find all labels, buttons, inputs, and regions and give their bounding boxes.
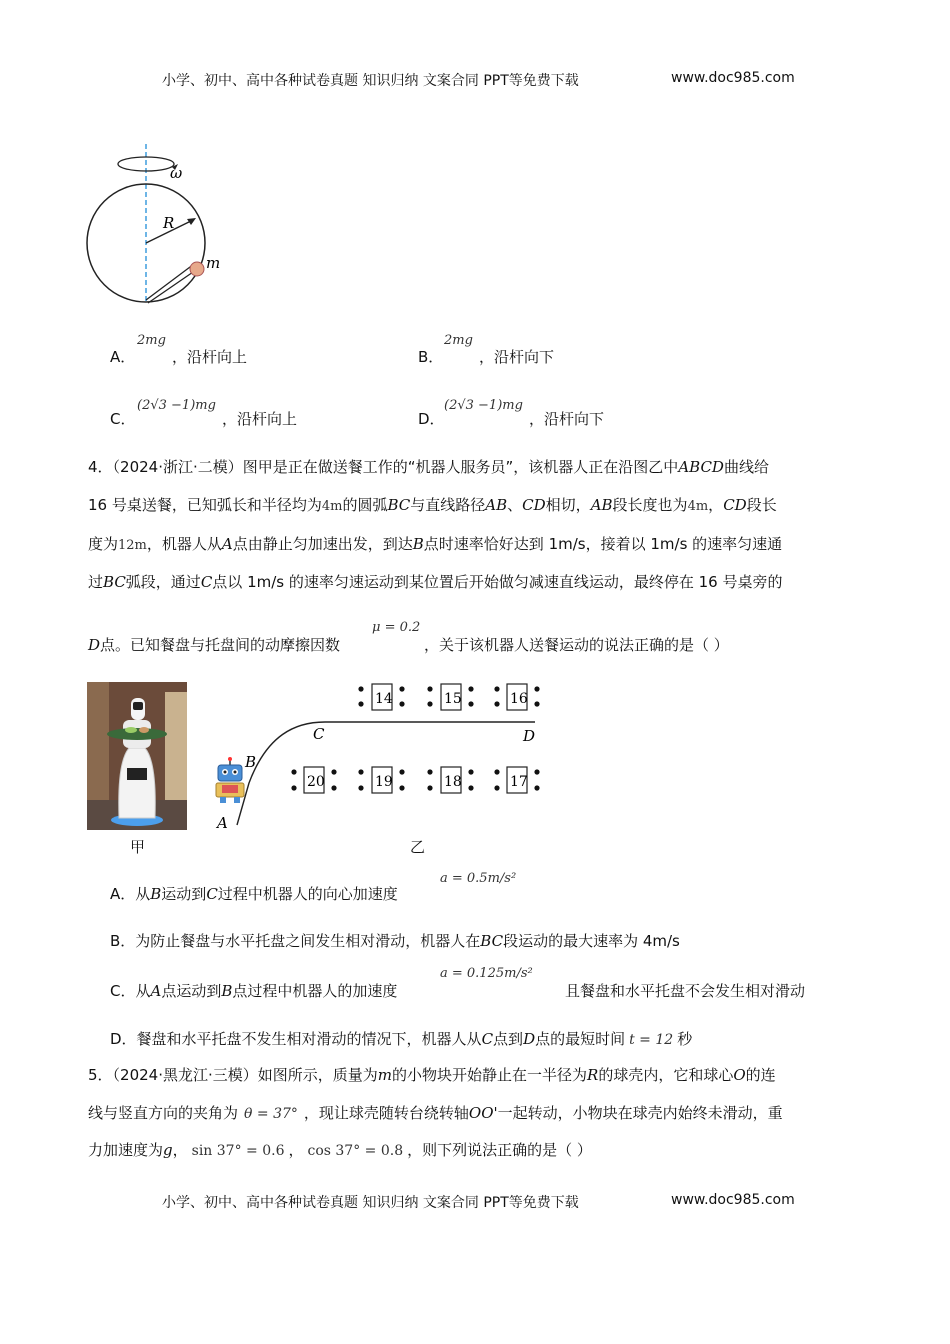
svg-text:16: 16	[510, 691, 528, 707]
option-b-math: 2mg	[444, 333, 473, 348]
svg-text:19: 19	[375, 774, 393, 790]
q4-line-4: 过BC弧段，通过C点以 1m/s 的速率匀速运动到某位置后开始做匀减速直线运动，最终停在 16 号桌旁的	[88, 573, 783, 591]
radius-label: R	[163, 214, 175, 232]
option-letter: D．	[418, 410, 445, 428]
q4-line-1: 4．（2024·浙江·二模）图甲是正在做送餐工作的“机器人服务员”，该机器人正在沿图乙中ABCD曲线给	[88, 458, 769, 476]
q4-line-5-end: ，关于该机器人送餐运动的说法正确的是（ ）	[424, 636, 729, 654]
q4-option-b: B．为防止餐盘与水平托盘之间发生相对滑动，机器人在BC段运动的最大速率为 4m/s	[110, 932, 680, 950]
bead	[190, 262, 204, 276]
rod	[146, 264, 194, 300]
option-a-math: 2mg	[137, 333, 166, 348]
table-20	[291, 767, 336, 793]
option-d-math: (2√3 −1)mg	[444, 398, 523, 413]
table-17	[494, 767, 539, 793]
path-diagram	[205, 675, 555, 835]
option-d	[418, 410, 445, 428]
svg-text:17: 17	[510, 774, 528, 790]
option-letter: B．	[418, 348, 444, 366]
svg-text:15: 15	[444, 691, 462, 707]
option-letter: A．	[110, 348, 136, 366]
robot-photo	[87, 682, 187, 830]
table-18	[427, 767, 473, 793]
q4-option-c-math: a = 0.125m/s²	[440, 966, 533, 981]
q5-line-1: 5．（2024·黑龙江·三模）如图所示，质量为m的小物块开始静止在一半径为R的球壳内，它和球心O的连	[88, 1066, 776, 1084]
ring-figure	[80, 140, 240, 310]
option-c	[110, 410, 135, 428]
q4-option-a-math: a = 0.5m/s²	[440, 871, 517, 886]
table-19	[358, 767, 404, 793]
q4-line-2: 16 号桌送餐，已知弧长和半径均为4m的圆弧BC与直线路径AB、CD相切，AB段长度也为4m，CD段长	[88, 496, 777, 514]
q4-option-a: A．从B运动到C过程中机器人的向心加速度	[110, 885, 398, 903]
table-15	[427, 684, 473, 710]
mass-label: m	[206, 254, 221, 272]
svg-text:14: 14	[375, 691, 393, 707]
q4-option-d: D．餐盘和水平托盘不发生相对滑动的情况下，机器人从C点到D点的最短时间 t = 12 秒	[110, 1030, 693, 1048]
svg-text:20: 20	[307, 774, 325, 790]
option-letter: C．	[110, 410, 136, 428]
footer-text: 小学、初中、高中各种试卷真题 知识归纳 文案合同 PPT等免费下载	[162, 1195, 579, 1211]
q5-line-3: 力加速度为g， sin 37° = 0.6 ， cos 37° = 0.8 ，则下列说法正确的是（ ）	[88, 1141, 592, 1159]
q5-line-2: 线与竖直方向的夹角为 θ = 37° ，现让球壳随转台绕转轴OO'一起转动，小物块在球壳内始终未滑动，重	[88, 1104, 783, 1122]
omega-label: ω	[170, 164, 183, 182]
caption-jia: 甲	[130, 838, 146, 856]
option-c-text: ，沿杆向上	[222, 410, 298, 428]
table-14	[358, 684, 404, 710]
point-d: D	[523, 727, 536, 745]
option-c-math: (2√3 −1)mg	[137, 398, 216, 413]
option-b-text: ，沿杆向下	[479, 348, 555, 366]
svg-text:18: 18	[444, 774, 462, 790]
header-text: 小学、初中、高中各种试卷真题 知识归纳 文案合同 PPT等免费下载	[162, 73, 579, 89]
header-url[interactable]: www.doc985.com	[671, 70, 795, 86]
footer-url[interactable]: www.doc985.com	[671, 1192, 795, 1208]
q4-option-c: C．从A点运动到B点过程中机器人的加速度	[110, 982, 398, 1000]
point-b: B	[245, 753, 257, 771]
point-a: A	[217, 814, 228, 832]
option-d-text: ，沿杆向下	[529, 410, 605, 428]
mu-value: μ = 0.2	[372, 620, 421, 635]
q4-line-3: 度为12m，机器人从A点由静止匀加速出发，到达B点时速率恰好达到 1m/s，接着以 1m/s 的速率匀速通	[88, 535, 783, 553]
q4-line-5: D点。已知餐盘与托盘间的动摩擦因数	[88, 636, 341, 654]
option-b	[418, 348, 443, 366]
q4-option-c-end: 且餐盘和水平托盘不会发生相对滑动	[565, 982, 806, 1000]
option-a	[110, 348, 135, 366]
robot-icon	[216, 757, 244, 803]
option-a-text: ，沿杆向上	[172, 348, 248, 366]
caption-yi: 乙	[410, 838, 426, 856]
point-c: C	[313, 725, 325, 743]
table-16	[494, 684, 539, 710]
